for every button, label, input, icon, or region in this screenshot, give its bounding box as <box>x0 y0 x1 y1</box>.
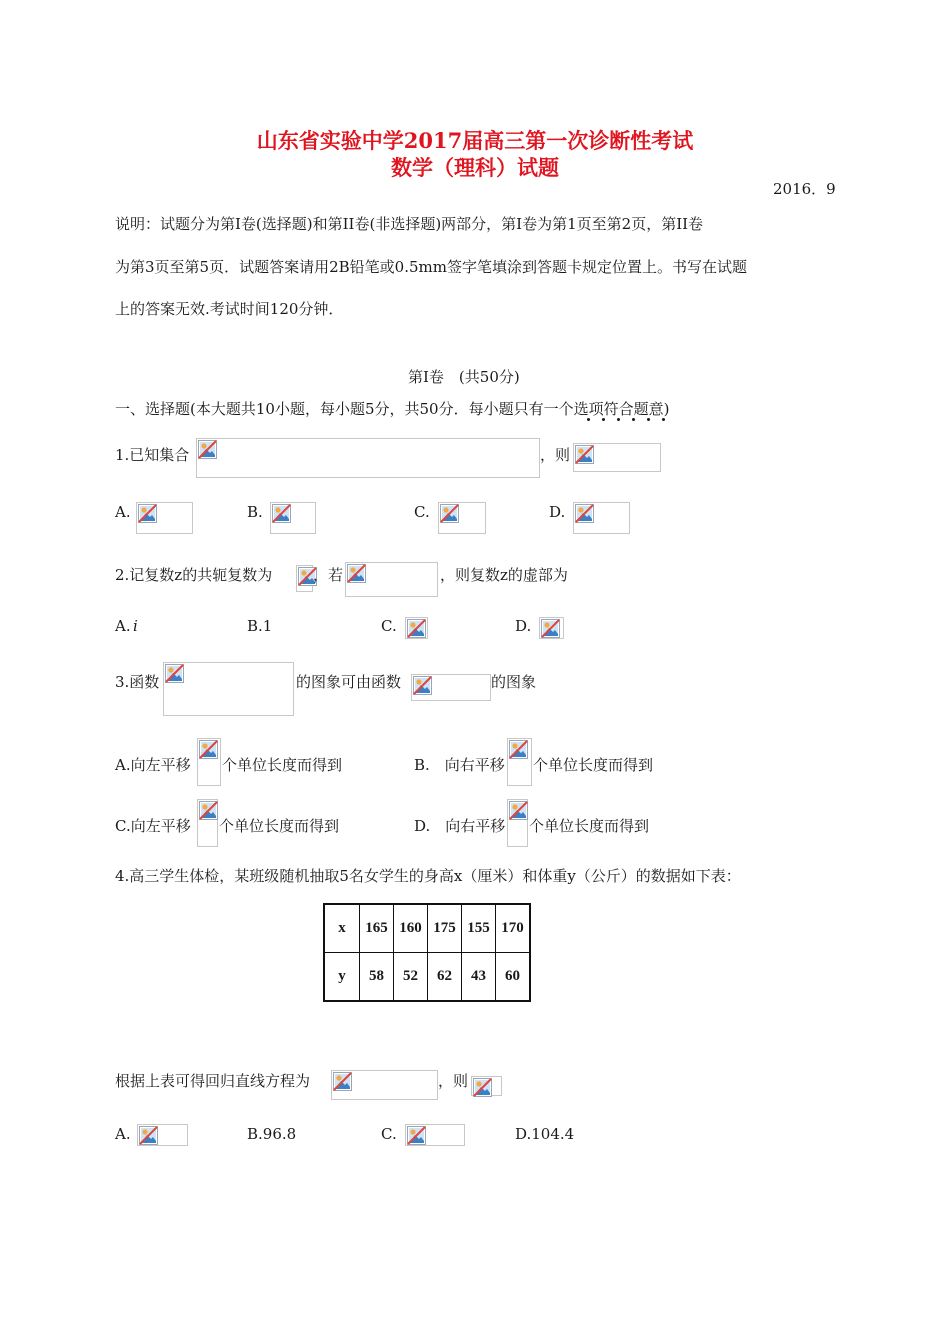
q2-option-b: B.1 <box>247 617 273 635</box>
table-cell: 52 <box>394 953 428 1002</box>
q4-follow-b: ，则 <box>438 1072 469 1090</box>
formula-image <box>163 662 294 716</box>
notes-line-1: 说明：试题分为第Ⅰ卷(选择题)和第II卷(非选择题)两部分，第Ⅰ卷为第1页至第2页，第II卷 <box>115 215 704 233</box>
broken-image-icon <box>509 801 528 820</box>
emphasis-dot <box>617 418 620 421</box>
emphasis-dot <box>632 418 635 421</box>
notes-line-2: 为第3页至第5页．试题答案请用2B铅笔或0.5mm签字笔填涂到答题卡规定位置上。书写在试题 <box>115 258 747 276</box>
q3-option-d-suffix: 个单位长度而得到 <box>529 817 650 835</box>
formula-image <box>331 1070 438 1100</box>
broken-image-icon <box>165 664 184 683</box>
broken-image-icon <box>138 504 157 523</box>
q1-option-a: A. <box>115 503 131 521</box>
q2-option-d: D. <box>515 617 532 635</box>
formula-image <box>573 502 630 534</box>
q3-stem-b: 的图象可由函数 <box>296 673 402 691</box>
formula-image <box>573 443 661 472</box>
broken-image-icon <box>272 504 291 523</box>
broken-image-icon <box>199 801 218 820</box>
formula-image <box>136 502 193 534</box>
q4-option-b: B.96.8 <box>247 1125 297 1143</box>
q4-option-a: A. <box>115 1125 131 1143</box>
table-cell: 175 <box>428 904 462 953</box>
table-cell: 43 <box>462 953 496 1002</box>
table-row <box>324 953 530 1002</box>
q3-option-a-suffix: 个单位长度而得到 <box>222 756 343 774</box>
formula-image <box>405 617 428 639</box>
formula-image <box>539 617 564 639</box>
q3-option-b-text: B. 向右平移 <box>414 756 505 774</box>
broken-image-icon <box>575 445 594 464</box>
exam-subtitle: 数学（理科）试题 <box>391 155 559 180</box>
formula-image <box>438 502 486 534</box>
q1-option-d: D. <box>549 503 566 521</box>
q2-option-a: A. <box>115 617 131 635</box>
height-weight-table <box>323 903 531 1002</box>
q4-option-d: D.104.4 <box>515 1125 575 1143</box>
table-cell: 170 <box>496 904 531 953</box>
broken-image-icon <box>407 619 426 638</box>
broken-image-icon <box>407 1126 426 1145</box>
formula-image <box>345 562 438 597</box>
broken-image-icon <box>139 1126 158 1145</box>
formula-image <box>296 565 313 592</box>
broken-image-icon <box>541 619 560 638</box>
section-title: 第Ⅰ卷 (共50分) <box>408 368 520 386</box>
broken-image-icon <box>413 676 432 695</box>
table-cell: 155 <box>462 904 496 953</box>
formula-image <box>196 438 540 478</box>
table-cell: 60 <box>496 953 531 1002</box>
q1-option-c: C. <box>414 503 430 521</box>
q1-stem-a: 1.已知集合 <box>115 446 190 464</box>
formula-image <box>270 502 316 534</box>
broken-image-icon <box>199 740 218 759</box>
q4-option-c: C. <box>381 1125 397 1143</box>
q3-option-a-text: A.向左平移 <box>115 756 191 774</box>
table-header-y: y <box>324 953 360 1002</box>
q3-stem-c: 的图象 <box>491 673 537 691</box>
q2-stem-a: 2.记复数z的共轭复数为 <box>115 566 273 584</box>
formula-image <box>405 1124 465 1146</box>
table-cell: 62 <box>428 953 462 1002</box>
q3-option-d-text: D. 向右平移 <box>414 817 506 835</box>
emphasis-dot <box>647 418 650 421</box>
broken-image-icon <box>575 504 594 523</box>
q3-option-b-suffix: 个单位长度而得到 <box>533 756 654 774</box>
exam-title: 山东省实验中学2017届高三第一次诊断性考试 <box>256 128 694 153</box>
broken-image-icon <box>347 564 366 583</box>
formula-image <box>137 1124 188 1146</box>
q2-stem-c: ，则复数z的虚部为 <box>440 566 568 584</box>
table-header-x: x <box>324 904 360 953</box>
q4-stem: 4.高三学生体检，某班级随机抽取5名女学生的身高x（厘米）和体重y（公斤）的数据如下表： <box>115 867 741 885</box>
q2-stem-b: ，若 <box>313 566 344 584</box>
broken-image-icon <box>440 504 459 523</box>
table-cell: 58 <box>360 953 394 1002</box>
table-cell: 165 <box>360 904 394 953</box>
broken-image-icon <box>333 1072 352 1091</box>
section-instruction: 一、选择题(本大题共10小题，每小题5分，共50分．每小题只有一个选项符合题意) <box>115 400 670 418</box>
q3-option-c-text: C.向左平移 <box>115 817 191 835</box>
q1-stem-b: ，则 <box>540 446 571 464</box>
broken-image-icon <box>473 1078 492 1097</box>
q3-option-c-suffix: 个单位长度而得到 <box>219 817 340 835</box>
broken-image-icon <box>509 740 528 759</box>
q1-option-b: B. <box>247 503 263 521</box>
emphasis-dot <box>662 418 665 421</box>
formula-image <box>471 1076 502 1096</box>
formula-image <box>197 738 221 786</box>
q2-option-a-value: i <box>133 617 138 635</box>
q3-stem-a: 3.函数 <box>115 673 160 691</box>
q4-follow-a: 根据上表可得回归直线方程为 <box>115 1072 311 1090</box>
notes-line-3: 上的答案无效.考试时间120分钟． <box>115 300 344 318</box>
formula-image <box>507 799 528 847</box>
q2-option-c: C. <box>381 617 397 635</box>
emphasis-dot <box>587 418 590 421</box>
formula-image <box>411 674 491 701</box>
table-cell: 160 <box>394 904 428 953</box>
formula-image <box>507 738 532 786</box>
table-row <box>324 904 530 953</box>
exam-date: 2016．9 <box>773 180 836 198</box>
formula-image <box>197 799 218 847</box>
broken-image-icon <box>198 440 217 459</box>
emphasis-dot <box>602 418 605 421</box>
